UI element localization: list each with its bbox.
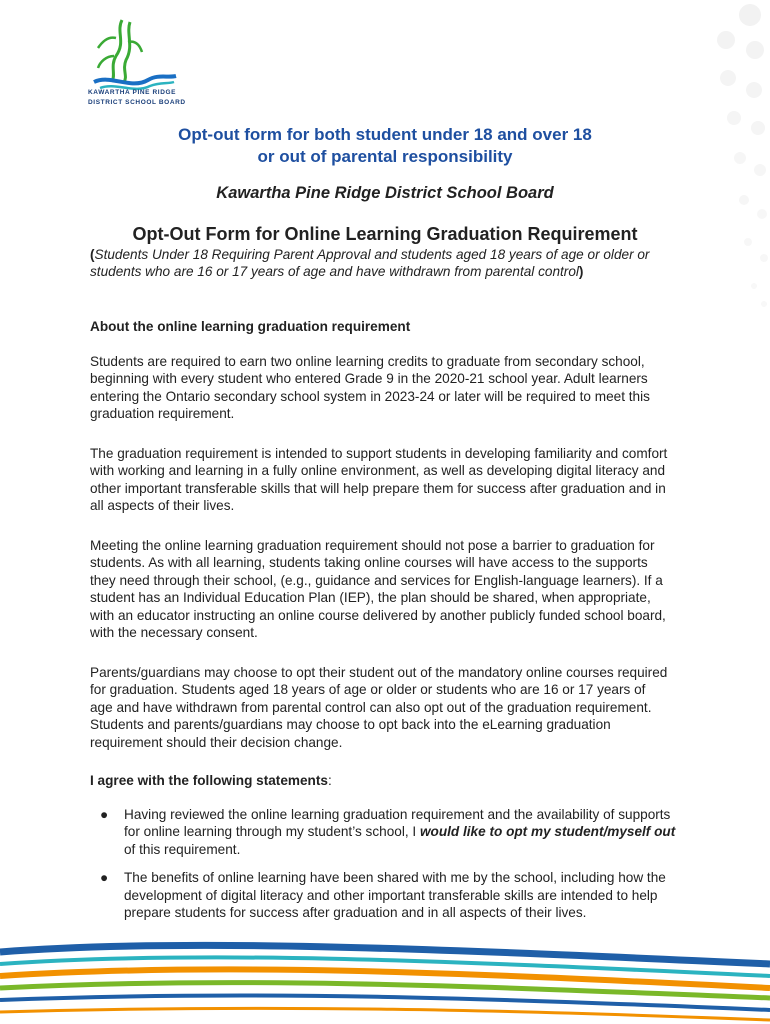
- decorative-dots: [680, 0, 770, 420]
- subheading-close-paren: ): [578, 264, 584, 280]
- logo-caption-line2: DISTRICT SCHOOL BOARD: [88, 99, 186, 106]
- agree-colon: :: [327, 773, 332, 788]
- subheading-open-paren: (: [90, 247, 95, 262]
- paragraph-purpose: The graduation requirement is intended to support students in developing familiarity and comfort with working and learning in a fully online environment, as well as developing digital literacy and other important transferable skills that will help prepare them for success after graduation and in all aspects of their lives.: [90, 446, 668, 514]
- agree-label: I agree with the following statements: [90, 773, 328, 788]
- statement-emphasis: would like to opt my student/myself out: [419, 824, 676, 840]
- footer-waves: [0, 930, 770, 1024]
- paragraph-credits: Students are required to earn two online learning credits to graduate from secondary school, beginning with every student who entered Grade 9 in the 2020-21 school year. Adult learners entering the Ontario secondary school system in 2023-24 or later will be required to meet this graduation requirement.: [90, 354, 650, 422]
- paragraph-opt-out: Parents/guardians may choose to opt their student out of the mandatory online courses required for graduation. Students aged 18 years of age or older or students who are 16 or 17 years of age and have withdrawn from parental control can also opt out of the graduation requirement. Students and parents/guardians may choose to opt back into the eLearning graduation requirement should their decision change.: [90, 665, 668, 750]
- bullet-icon: ●: [100, 807, 109, 822]
- statement-item: [90, 806, 680, 858]
- form-subheading: [90, 246, 680, 281]
- paragraph-supports: Meeting the online learning graduation requirement should not pose a barrier to graduation for students. As with all learning, students taking online courses will have access to the supports they need through their school, (e.g., guidance and services for English-language learners). If a student has an Individual Education Plan (IEP), the plan should be shared, when appropriate, with an educator instructing an online course delivered by another publicly funded school board, with the necessary consent.: [90, 538, 666, 641]
- logo-caption-line1: KAWARTHA PINE RIDGE: [88, 89, 177, 96]
- statement-item: [90, 869, 680, 921]
- page-title-line2: or out of parental responsibility: [257, 147, 513, 166]
- statements-list: [90, 806, 680, 932]
- logo-leaf: [98, 56, 114, 68]
- subheading-text: Students Under 18 Requiring Parent Approval and students aged 18 years of age or older or students who are 16 or 17 years of age and have withdrawn from parental control: [90, 247, 650, 280]
- bullet-icon: ●: [100, 870, 109, 886]
- logo-tree-stroke: [124, 22, 130, 82]
- statement-text-end: of this requirement.: [124, 841, 241, 857]
- form-heading: Opt-Out Form for Online Learning Graduation Requirement: [132, 224, 638, 244]
- about-heading: About the online learning graduation requirement: [90, 319, 411, 334]
- statement-text: The benefits of online learning have been shared with me by the school, including how the development of digital literacy and other important transferable skills are intended to help prepare students for success after graduation and in all aspects of their lives.: [124, 870, 666, 921]
- agree-heading: [90, 772, 670, 789]
- logo-caption: [88, 88, 186, 108]
- board-name: Kawartha Pine Ridge District School Board: [216, 184, 554, 202]
- logo-leaf: [98, 38, 116, 48]
- statement-text: Having reviewed the online learning graduation requirement and the availability of supports for online learning through my student’s school, I: [124, 807, 671, 840]
- wave-stroke: [0, 1008, 770, 1020]
- page-title-line1: Opt-out form for both student under 18 and over 18: [178, 125, 592, 144]
- logo-tree-stroke: [112, 20, 122, 82]
- page-title: [0, 124, 770, 168]
